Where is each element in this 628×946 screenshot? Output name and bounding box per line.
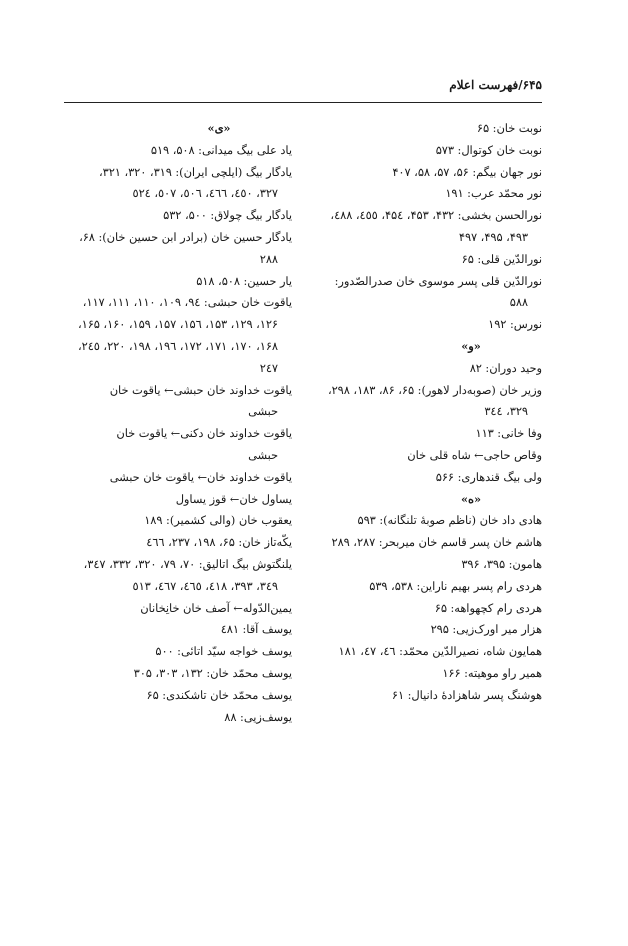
- index-entry: هوشنگ پسر شاهزادهٔ دانیال: ۶۱: [391, 688, 542, 702]
- index-entry-continuation: ۳۲۹، ۳٤٤: [484, 405, 528, 419]
- letter-section-heading: «ه»: [460, 491, 482, 506]
- index-entry: وفا خانی: ۱۱۳: [475, 427, 542, 441]
- index-column-left: [66, 118, 292, 728]
- index-entry: نورس: ۱۹۲: [488, 318, 542, 332]
- index-entry: یار حسین: ۵۰۸، ۵۱۸: [196, 274, 292, 288]
- page-header: [64, 78, 542, 103]
- index-entry: یاد علی بیگ میدانی: ۵۰۸، ۵۱۹: [150, 143, 292, 157]
- index-entry: همیر راو موهیته: ۱۶۶: [442, 666, 542, 680]
- index-entry: یوسف محمّد خان تاشکندی: ۶۵: [146, 688, 292, 702]
- index-entry: نوبت خان: ۶۵: [476, 122, 542, 135]
- index-entry: هزار میر اورک‌زیی: ۲۹۵: [430, 623, 542, 637]
- index-entry: یاقوت خداوند خان← یاقوت خان حبشی: [109, 470, 292, 484]
- index-entry: یادگار بیگ چولاق: ۵۰۰، ۵۳۲: [163, 209, 292, 223]
- index-entry-continuation: حبشی: [248, 405, 278, 419]
- index-entry: یاقوت خداوند خان حبشی← یاقوت خان: [109, 383, 292, 397]
- index-entry: هردی رام پسر بهیم ناراین: ۵۳۸، ۵۳۹: [369, 579, 542, 593]
- index-entry: هردی رام کچهواهه: ۶۵: [434, 601, 542, 615]
- index-entry: هادی داد خان (ناظم صوبهٔ تلنگانه): ۵۹۳: [357, 514, 542, 528]
- index-entry: یمین‌الدّوله← آصف خان خانِخانان: [140, 601, 292, 615]
- index-entry: یادگار بیگ (ایلچی ایران): ۳۱۹، ۳۲۰، ۳۲۱،: [99, 165, 292, 179]
- index-entry: یوسف آقا: ٤٨١: [220, 623, 292, 637]
- index-entry: نورالدّین قلی: ۶۵: [461, 252, 542, 266]
- index-entry: نور جهان بیگم: ۵۶، ۵۷، ۵۸، ۴۰۷: [392, 165, 542, 179]
- index-entry-continuation: ۵۸۸: [509, 296, 528, 310]
- index-entry: نور محمّد عرب: ۱۹۱: [445, 187, 542, 201]
- index-entry: یوسف خواجه سیّد اتائی: ۵۰۰: [155, 645, 292, 659]
- index-entry: نورالدّین قلی پسر موسوی خان صدرالصّدور:: [334, 274, 542, 288]
- letter-section-heading: «و»: [461, 338, 481, 353]
- index-entry: یوسف‌زیی: ۸۸: [224, 710, 292, 724]
- index-entry-continuation: ۱۶۸، ۱۷۰، ۱۷۱، ۱۷۲، ۱۹٦، ۱۹۸، ۲۲۰، ۲٤٥،: [77, 339, 278, 353]
- index-entry: همایون شاه، نصیرالدّین محمّد: ٤٦، ٤٧، ۱۸۱: [338, 645, 542, 659]
- index-entry: وحید دوران: ۸۲: [469, 361, 542, 375]
- index-entry: یادگار حسین خان (برادر ابن حسین خان): ۶۸،: [79, 230, 292, 244]
- index-entry: هاشم خان پسر قاسم خان میربحر: ۲۸۷، ۲۸۹: [331, 536, 542, 550]
- index-entry-continuation: ۲٤۷: [259, 361, 278, 375]
- index-entry: یوسف محمّد خان: ۱۳۲، ۳۰۳، ۳۰۵: [133, 666, 292, 680]
- index-entry-continuation: ۳٤۹، ۳۹۳، ٤١٨، ٤٦٥، ٤٦٧، ٥١٣: [132, 579, 278, 593]
- index-entry: وقاص حاجی← شاه قلی خان: [407, 448, 542, 462]
- index-column-right: [320, 118, 542, 707]
- index-entry-continuation: ۲۸۸: [259, 252, 278, 266]
- index-entry: یساول خان← قوز یساول: [175, 492, 292, 506]
- index-entry-continuation: ۱۲۶، ۱۲۹، ۱۵۳، ۱۵٦، ۱۵۷، ۱۵۹، ۱۶۰، ۱۶۵،: [77, 318, 278, 332]
- index-entry: هامون: ۳۹۵، ۳۹۶: [461, 557, 542, 571]
- running-head: ۶۴۵/فهرست اعلام: [449, 78, 542, 92]
- index-entry-continuation: حبشی: [248, 448, 278, 462]
- index-entry: یلنگتوش بیگ اتالیق: ۷۰، ۷۹، ۳۲۰، ۳۳۲، ۳٤۷،: [83, 557, 292, 571]
- index-entry: وزیر خان (صوبه‌دار لاهور): ۶۵، ۸۶، ۱۸۳، ۲۹۸،: [327, 383, 542, 397]
- index-entry: یعقوب خان (والی کشمیر): ۱۸۹: [144, 514, 292, 528]
- index-entry: یکّه‌تاز خان: ۶۵، ۱۹۸، ۲۳۷، ٤٦٦: [146, 536, 292, 550]
- index-entry: یاقوت خان حبشی: ۹٤، ۱۰۹، ۱۱۰، ۱۱۱، ۱۱۷،: [82, 296, 292, 310]
- index-entry: ولی بیگ قندهاری: ۵۶۶: [435, 470, 542, 484]
- index-entry: نورالحسن بخشی: ۴۳۲، ۴۵۳، ۴۵٤، ٤٥٥، ٤٨٨،: [330, 209, 542, 223]
- letter-section-heading: «ی»: [207, 121, 231, 135]
- index-entry-continuation: ۳۲۷، ٤٥٠، ٤٦٦، ٥٠٦، ٥٠٧، ٥٢٤: [132, 187, 278, 201]
- index-entry-continuation: ۴۹۳، ۴۹۵، ۴۹۷: [458, 230, 528, 244]
- index-entry: یاقوت خداوند خان دکنی← یاقوت خان: [116, 427, 292, 441]
- index-entry: نوبت خان کوتوال: ۵۷۳: [435, 143, 542, 157]
